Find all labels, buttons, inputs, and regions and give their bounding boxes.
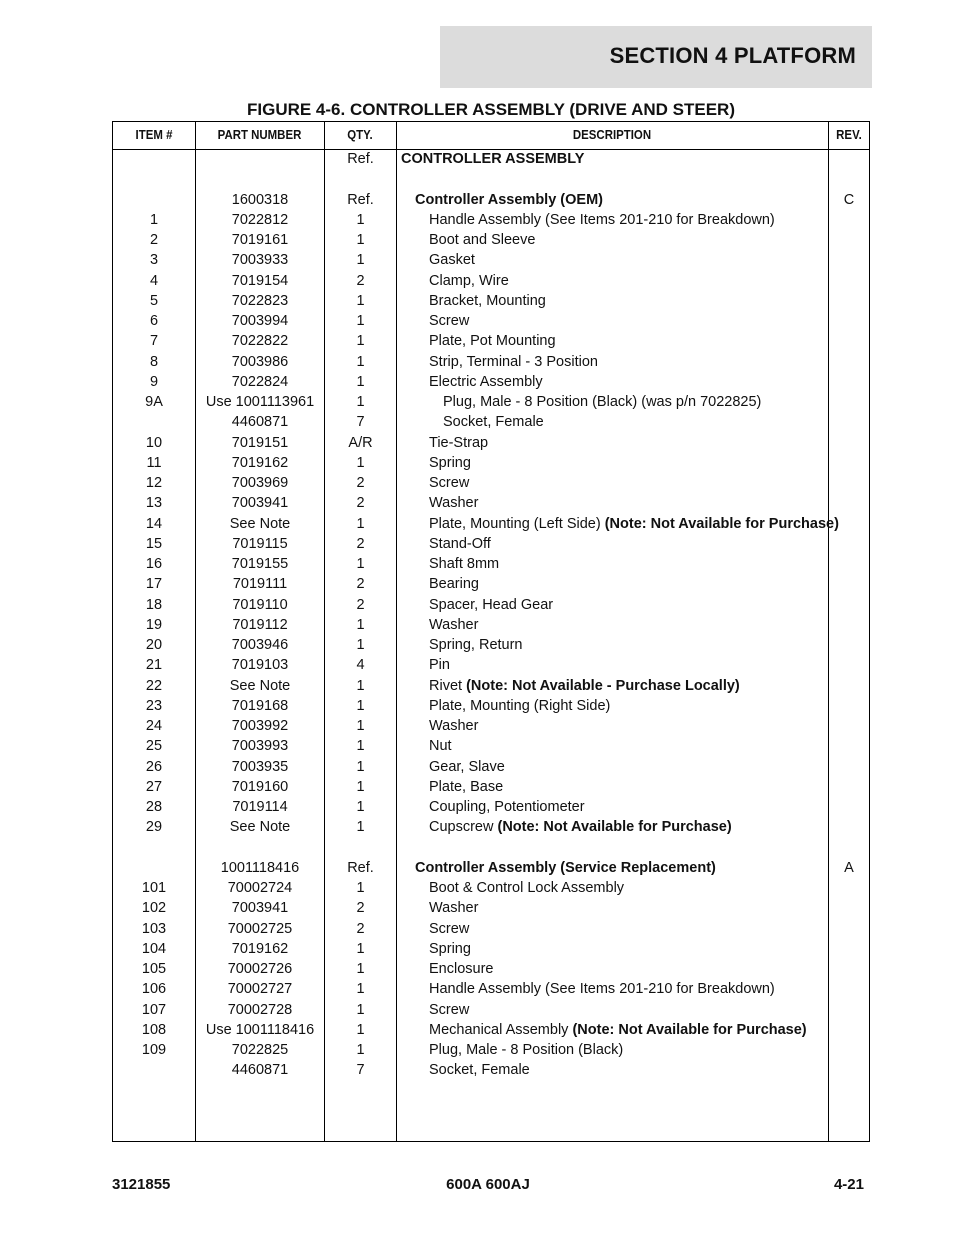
item-number: 3 [149,252,159,269]
table-row [113,392,869,412]
description-note: (Note: Not Available for Purchase) [497,819,732,836]
table-row [113,635,869,655]
item-number: 10 [145,434,163,451]
quantity: 2 [356,475,365,491]
description-text: Tie-Strap [429,434,489,451]
description [401,635,841,655]
table-row [113,939,869,959]
table-row [113,797,869,817]
description-text: Rivet [429,677,467,694]
description [401,149,841,169]
part-number: 7003935 [231,758,289,775]
header-description: DESCRIPTION [572,127,652,142]
table-row [113,676,869,696]
description [401,433,841,453]
description-text: Plate, Mounting (Right Side) [429,697,611,714]
item-number: 6 [149,313,159,329]
part-number: 7019160 [231,778,289,795]
table-row [113,493,869,513]
part-number: 7022824 [231,373,289,390]
part-number: 7022812 [231,211,289,228]
description-text: Spring, Return [429,637,523,653]
quantity: 1 [356,1001,365,1018]
item-number: 17 [145,576,163,593]
part-number: 7019168 [231,697,289,714]
part-number: 7019112 [232,616,288,633]
part-number: 7003986 [231,353,289,370]
item-number: 20 [145,637,163,653]
quantity: 1 [356,961,365,977]
quantity: 1 [356,799,365,815]
table-row [113,817,869,837]
section-title: SECTION 4 PLATFORM [609,43,856,68]
table-row [113,919,869,939]
table-row [113,736,869,756]
table-row [113,554,869,574]
item-number: 24 [145,718,163,734]
part-number: 7022823 [231,292,289,309]
quantity: 1 [356,373,365,390]
item-number: 104 [141,940,167,957]
manual-number: 3121855 [112,1176,171,1193]
item-number: 8 [149,353,159,370]
description-text: Handle Assembly (See Items 201-210 for Breakdown) [429,981,775,998]
quantity: 1 [356,940,365,957]
table-row [113,230,869,250]
part-number: See Note [229,677,291,694]
description [401,453,841,473]
quantity: 1 [356,333,365,350]
item-number: 23 [145,697,163,714]
table-row [113,210,869,230]
item-number: 28 [145,799,163,815]
table-row [113,331,869,351]
part-number: 7019114 [232,799,288,815]
table-row [113,777,869,797]
quantity: 1 [356,353,365,370]
table-row [113,514,869,534]
description [401,615,841,635]
table-row [113,655,869,675]
description-text: Bearing [429,576,479,593]
description [401,716,841,736]
description-note: (Note: Not Available for Purchase) [604,515,839,532]
item-number: 18 [145,596,163,613]
item-number: 25 [145,738,163,755]
part-number: 7019115 [232,535,288,552]
part-number: 7019162 [231,940,289,957]
description-text: Clamp, Wire [429,272,509,289]
description [401,534,841,554]
quantity: 1 [356,718,365,734]
description [401,817,841,837]
description [401,210,841,230]
quantity: 1 [356,880,365,896]
description-text: Plug, Male - 8 Position (Black) (was p/n 7022825) [443,394,762,410]
description [401,372,841,392]
description [401,230,841,250]
item-number: 22 [145,677,163,694]
description [401,311,841,331]
item-number: 16 [145,556,163,572]
table-row [113,190,869,210]
quantity: 1 [356,616,365,633]
item-number: 102 [141,900,167,917]
table-row [113,757,869,777]
description [401,979,841,999]
quantity: 1 [356,677,365,694]
part-number: 7003994 [231,313,289,329]
description-text: Coupling, Potentiometer [429,799,585,815]
description-text: Shaft 8mm [429,556,500,572]
quantity: 1 [356,556,365,572]
quantity: A/R [348,434,373,451]
description [401,939,841,959]
description [401,757,841,777]
table-row [113,615,869,635]
table-row [113,291,869,311]
table-row [113,271,869,291]
part-number: 7003992 [231,718,289,734]
quantity: 1 [356,232,365,248]
description-text: Plate, Base [429,778,504,795]
description-text: Stand-Off [429,535,491,552]
quantity: Ref. [347,859,374,876]
description [401,898,841,918]
table-row [113,149,869,169]
part-number: Use 1001118416 [205,1021,315,1038]
description [401,919,841,939]
part-number: 70002726 [227,961,293,977]
description [401,1060,841,1080]
part-number: 7019154 [231,272,289,289]
item-number: 107 [141,1001,167,1018]
quantity: 1 [356,252,365,269]
quantity: 1 [356,1021,365,1038]
page-number: 4-21 [833,1176,864,1193]
description [401,352,841,372]
description-text: Screw [429,920,470,937]
quantity: Ref. [347,151,374,167]
description [401,331,841,351]
description [401,777,841,797]
part-number: 7003941 [231,495,289,512]
table-row [113,352,869,372]
description [401,676,841,696]
description [401,190,841,210]
description-text: Spacer, Head Gear [429,596,554,613]
quantity: 1 [356,454,365,471]
table-row [113,878,869,898]
description-text: Cupscrew [429,819,498,836]
description-text: Spring [429,940,471,957]
section-header [440,26,872,88]
description-text: Socket, Female [429,1062,530,1079]
part-number: 7019110 [232,596,288,613]
description [401,858,841,878]
table-row [113,696,869,716]
description-text: CONTROLLER ASSEMBLY [401,151,585,167]
parts-table [112,121,870,1142]
quantity: 2 [356,535,365,552]
description-text: Gasket [429,252,475,269]
part-number: 1001118416 [220,859,300,876]
part-number: 70002724 [227,880,293,896]
description [401,473,841,493]
table-row [113,959,869,979]
description [401,1040,841,1060]
part-number: Use 1001113961 [205,394,315,410]
table-row [113,858,869,878]
quantity: 1 [356,313,365,329]
revision: C [843,191,855,208]
quantity: 2 [356,900,365,917]
item-number: 9A [145,394,163,410]
part-number: 7019111 [232,576,288,593]
item-number: 2 [149,232,159,248]
quantity: 1 [356,211,365,228]
part-number: 7019151 [231,434,289,451]
quantity: 1 [356,981,365,998]
quantity: 1 [356,1042,365,1058]
description [401,595,841,615]
table-row [113,412,869,432]
description-text: Washer [429,616,479,633]
description-text: Plug, Male - 8 Position (Black) [429,1042,624,1058]
description-note: (Note: Not Available for Purchase) [572,1021,807,1038]
page-footer [112,1176,864,1196]
description-text: Nut [429,738,452,755]
part-number: 70002725 [227,920,293,937]
quantity: 1 [356,515,365,532]
item-number: 9 [149,373,159,390]
part-number: 7003969 [231,475,289,491]
item-number: 103 [141,920,167,937]
table-row [113,595,869,615]
quantity: 2 [356,576,365,593]
quantity: 1 [356,292,365,309]
quantity: 2 [356,495,365,512]
table-row [113,473,869,493]
description-text: Controller Assembly (OEM) [415,191,603,208]
item-number: 109 [141,1042,167,1058]
description [401,959,841,979]
table-row [113,979,869,999]
description [401,574,841,594]
item-number: 29 [145,819,163,836]
item-number: 14 [145,515,163,532]
description [401,392,841,412]
item-number: 105 [141,961,167,977]
item-number: 4 [149,272,159,289]
quantity: 1 [356,819,365,836]
table-row [113,311,869,331]
quantity: 1 [356,738,365,755]
description-text: Mechanical Assembly [429,1021,573,1038]
description [401,736,841,756]
table-row [113,1060,869,1080]
item-number: 1 [149,211,159,228]
header-item: ITEM # [135,127,173,142]
figure-title: FIGURE 4-6. CONTROLLER ASSEMBLY (DRIVE AND STEER) [246,100,735,119]
description-text: Screw [429,1001,470,1018]
description-text: Controller Assembly (Service Replacement) [415,859,716,876]
header-part-number: PART NUMBER [217,127,302,142]
part-number: 70002728 [227,1001,293,1018]
item-number: 5 [149,292,159,309]
item-number: 7 [149,333,159,350]
description [401,514,841,534]
description [401,878,841,898]
model-names: 600A 600AJ [446,1176,530,1193]
description [401,493,841,513]
description [401,696,841,716]
description-text: Electric Assembly [429,373,543,390]
description-text: Strip, Terminal - 3 Position [429,353,598,370]
part-number: 7003933 [231,252,289,269]
table-row [113,898,869,918]
item-number: 26 [145,758,163,775]
table-row [113,1020,869,1040]
description-text: Socket, Female [443,414,544,431]
part-number: 1600318 [231,191,289,208]
description [401,1000,841,1020]
part-number: 7019155 [231,556,289,572]
quantity: 1 [356,758,365,775]
item-number: 12 [145,475,163,491]
header-qty: QTY. [347,127,373,142]
item-number: 108 [141,1021,167,1038]
description-text: Washer [429,495,479,512]
quantity: 2 [356,920,365,937]
table-row [113,716,869,736]
quantity: 7 [356,1062,365,1079]
description-text: Pin [429,657,450,674]
quantity: 2 [356,596,365,613]
part-number: 7019161 [231,232,289,248]
item-number: 21 [145,657,163,674]
description [401,1020,841,1040]
part-number: 4460871 [231,1062,289,1079]
header-rev: REV. [836,127,862,142]
part-number: 7019103 [231,657,289,674]
description-text: Handle Assembly (See Items 201-210 for Breakdown) [429,211,775,228]
description-text: Gear, Slave [429,758,505,775]
quantity: 1 [356,637,365,653]
item-number: 15 [145,535,163,552]
description-text: Bracket, Mounting [429,292,546,309]
description [401,271,841,291]
item-number: 27 [145,778,163,795]
table-row [113,433,869,453]
part-number: 7022825 [231,1042,289,1058]
description-text: Plate, Pot Mounting [429,333,556,350]
description [401,797,841,817]
item-number: 101 [141,880,167,896]
item-number: 19 [145,616,163,633]
part-number: 70002727 [227,981,293,998]
part-number: See Note [229,819,291,836]
table-row [113,1040,869,1060]
part-number: See Note [229,515,291,532]
description-text: Spring [429,454,471,471]
part-number: 7022822 [231,333,289,350]
description-text: Plate, Mounting (Left Side) [429,515,605,532]
description-text: Screw [429,313,470,329]
table-row [113,372,869,392]
quantity: 7 [356,414,365,431]
quantity: 1 [356,394,365,410]
description-text: Washer [429,718,479,734]
description [401,250,841,270]
description-text: Screw [429,475,470,491]
table-row [113,453,869,473]
table-row [113,534,869,554]
description [401,554,841,574]
part-number: 4460871 [231,414,289,431]
part-number: 7003993 [231,738,289,755]
table-row [113,574,869,594]
description-text: Boot & Control Lock Assembly [429,880,625,896]
quantity: 2 [356,272,365,289]
description-note: (Note: Not Available - Purchase Locally) [466,677,740,694]
item-number: 11 [146,454,162,471]
description-text: Washer [429,900,479,917]
description [401,412,841,432]
item-number: 106 [141,981,167,998]
revision: A [844,859,854,876]
part-number: 7003946 [231,637,289,653]
table-row [113,250,869,270]
quantity: 4 [356,657,365,674]
description [401,291,841,311]
description-text: Boot and Sleeve [429,232,536,248]
description [401,655,841,675]
part-number: 7019162 [231,454,289,471]
description-text: Enclosure [429,961,494,977]
quantity: 1 [356,778,365,795]
part-number: 7003941 [231,900,289,917]
quantity: 1 [356,697,365,714]
item-number: 13 [145,495,163,512]
table-row [113,1000,869,1020]
quantity: Ref. [347,191,374,208]
